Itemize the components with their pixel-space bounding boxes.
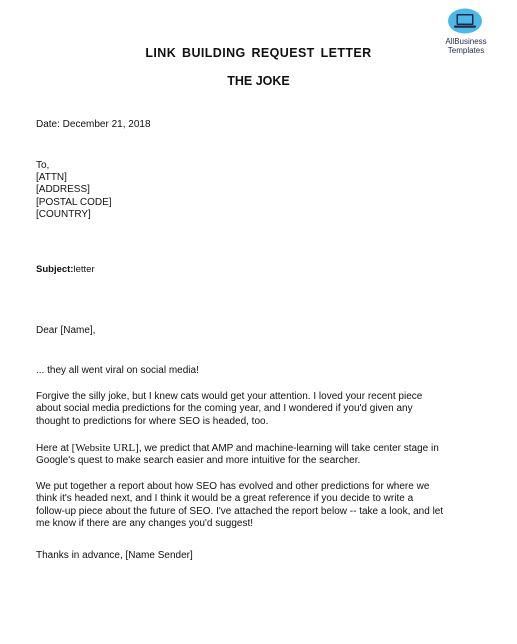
paragraph-2: Forgive the silly joke, but I knew cats would get your attention. I loved your recent piece about social media predictions for the coming year, and I wondered if you'd given any thought to predictions for where SEO is headed, too. — [36, 391, 423, 427]
letter-subtitle: THE JOKE — [227, 74, 290, 88]
recipient-line-address: [ADDRESS] — [36, 184, 90, 196]
subject-line — [36, 264, 95, 275]
closing-line: Thanks in advance, [Name Sender] — [36, 550, 193, 561]
recipient-address — [36, 160, 112, 221]
subject-value: letter — [73, 264, 95, 275]
recipient-to: To, — [36, 160, 50, 171]
recipient-line-country: [COUNTRY] — [36, 208, 91, 220]
paragraph-3 — [36, 442, 506, 468]
recipient-line-postal-code: [POSTAL CODE] — [36, 196, 112, 208]
paragraph-3-prefix: Here at — [36, 443, 72, 454]
laptop-icon — [447, 8, 483, 34]
paragraph-4: We put together a report about how SEO has evolved and other predictions for where we think it's headed next, and I think it would be a great reference if you decide to write a follow-up piece about the future of SEO. I've attached the report below -- take a look, and let me know if there are any changes you'd suggest! — [36, 481, 444, 530]
letter-date: Date: December 21, 2018 — [36, 119, 151, 130]
paragraph-3-suffix: , we predict that AMP and machine-learning will take center stage in Google's quest to make search easier and more intuitive for the searcher. — [36, 443, 439, 467]
recipient-line-attn: [ATTN] — [36, 172, 67, 184]
greeting: Dear [Name], — [36, 325, 96, 336]
logo-line-1: AllBusiness — [445, 37, 487, 46]
subject-label: Subject: — [36, 264, 74, 275]
letter-title: LINK BUILDING REQUEST LETTER — [145, 46, 372, 60]
website-url-placeholder: [Website URL] — [71, 442, 139, 454]
paragraph-1: ... they all went viral on social media! — [36, 365, 199, 376]
logo-line-2: Templates — [447, 46, 485, 55]
